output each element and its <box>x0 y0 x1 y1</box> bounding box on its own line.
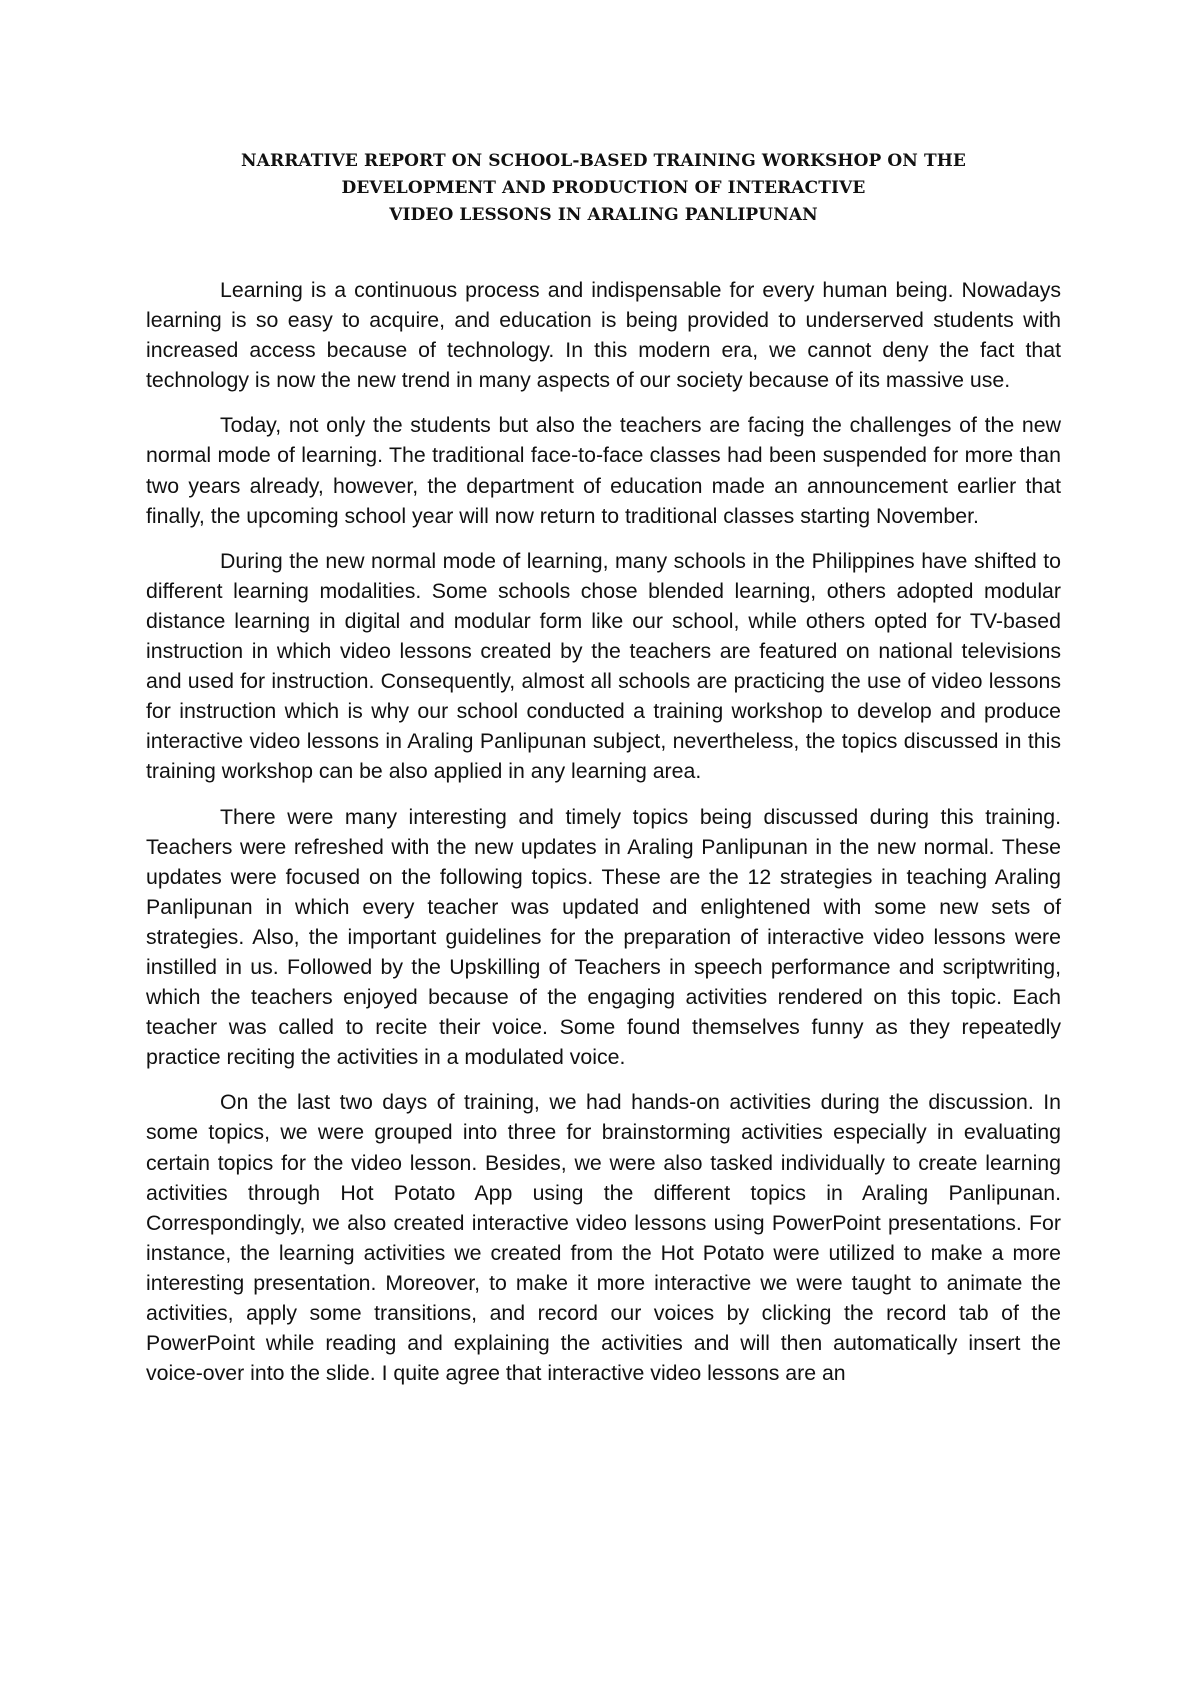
paragraph-1: Learning is a continuous process and indispensable for every human being. Nowadays learning is so easy to acquire, and education is being provided to underserved students with increased access because of technology. In this modern era, we cannot deny the fact that technology is now the new trend in many aspects of our society because of its massive use. <box>146 278 1061 393</box>
report-body <box>146 275 1061 1403</box>
report-title <box>146 148 1061 229</box>
title-line-1: NARRATIVE REPORT ON SCHOOL-BASED TRAINING WORKSHOP ON THE <box>241 151 966 171</box>
paragraph-3: During the new normal mode of learning, many schools in the Philippines have shifted to different learning modalities. Some schools chose blended learning, others adopted modular distance learning in digital and modular form like our school, while others opted for TV-based instruction in which video lessons created by the teachers are featured on national televisions and used for instruction. Consequently, almost all schools are practicing the use of video lessons for instruction which is why our school conducted a training workshop to develop and produce interactive video lessons in Araling Panlipunan subject, nevertheless, the topics discussed in this training workshop can be also applied in any learning area. <box>146 548 1061 784</box>
paragraph-4: There were many interesting and timely topics being discussed during this training. Teachers were refreshed with the new updates in Araling Panlipunan in the new normal. These updates were focused on the following topics. These are the 12 strategies in teaching Araling Panlipunan in which every teacher was updated and enlightened with some new sets of strategies. Also, the important guidelines for the preparation of interactive video lessons were instilled in us. Followed by the Upskilling of Teachers in speech performance and scriptwriting, which the teachers enjoyed because of the engaging activities rendered on this topic. Each teacher was called to recite their voice. Some found themselves funny as they repeatedly practice reciting the activities in a modulated voice. <box>146 804 1061 1070</box>
paragraph-5: On the last two days of training, we had hands-on activities during the discussion. In some topics, we were grouped into three for brainstorming activities especially in evaluating certain topics for the video lesson. Besides, we were also tasked individually to create learning activities through Hot Potato App using the different topics in Araling Panlipunan. Correspondingly, we also created interactive video lessons using PowerPoint presentations. For instance, the learning activities we created from the Hot Potato were utilized to make a more interesting presentation. Moreover, to make it more interactive we were taught to animate the activities, apply some transitions, and record our voices by clicking the record tab of the PowerPoint while reading and explaining the activities and will then automatically insert the voice-over into the slide. I quite agree that interactive video lessons are an <box>146 1090 1061 1386</box>
paragraph-2: Today, not only the students but also the teachers are facing the challenges of the new normal mode of learning. The traditional face-to-face classes had been suspended for more than two years already, however, the department of education made an announcement earlier that finally, the upcoming school year will now return to traditional classes starting November. <box>146 413 1061 528</box>
title-line-2: DEVELOPMENT AND PRODUCTION OF INTERACTIVE <box>341 178 866 198</box>
title-line-3: VIDEO LESSONS IN ARALING PANLIPUNAN <box>389 205 818 225</box>
